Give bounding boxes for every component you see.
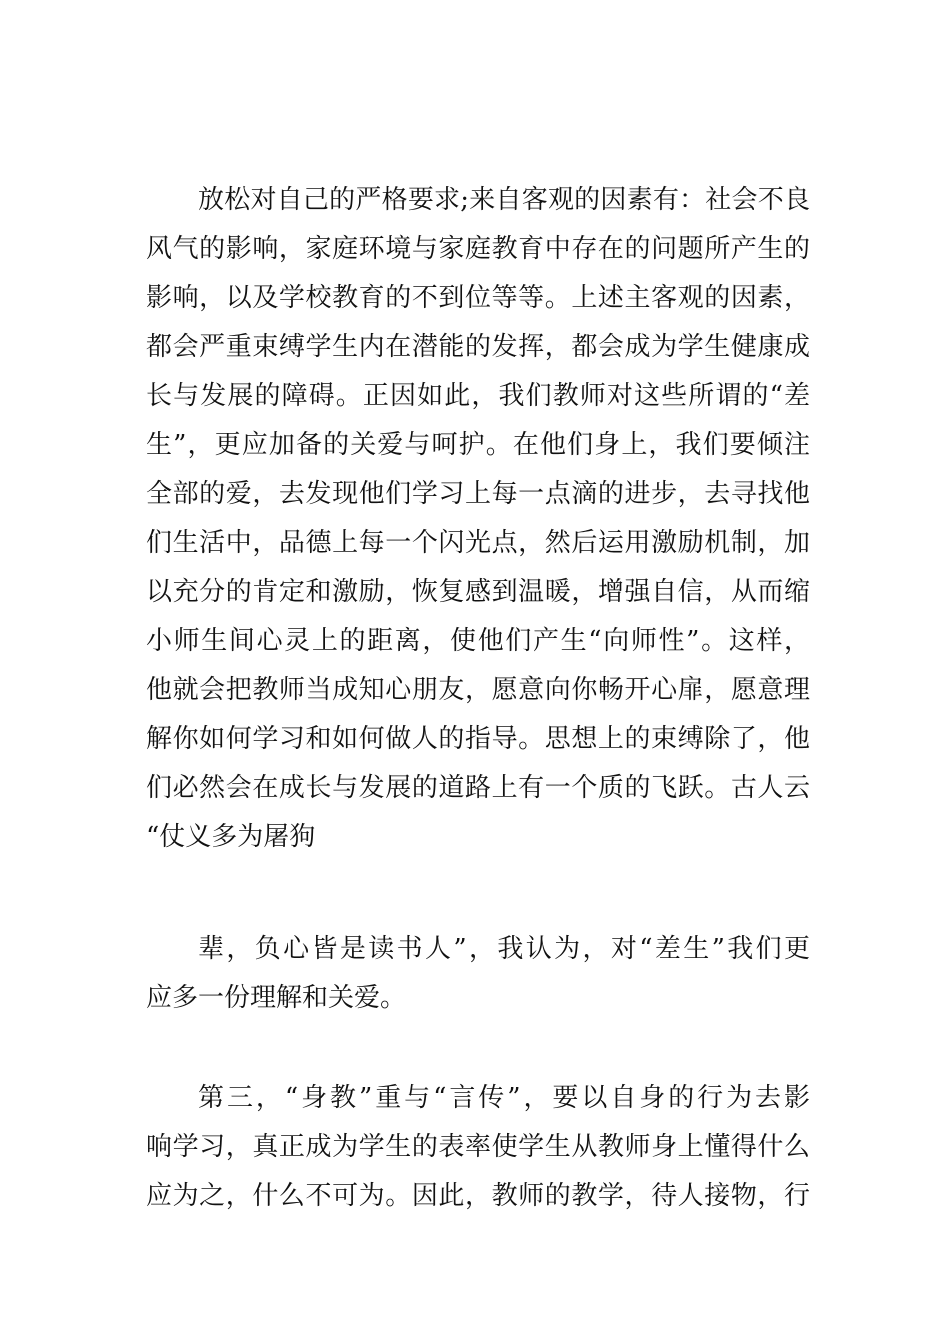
text-line: 小师生间心灵上的距离，使他们产生“向师性”。这样， [146,626,810,656]
text-line: 应为之，什么不可为。因此，教师的教学，待人接物，行 [146,1181,810,1211]
text-line: 解你如何学习和如何做人的指导。思想上的束缚除了，他 [146,724,810,754]
text-line: 放松对自己的严格要求;来自客观的因素有：社会不良 [198,185,810,215]
paragraph-2 [146,925,810,1023]
paragraph-3 [146,1074,810,1221]
text-line: 辈，负心皆是读书人”，我认为，对“差生”我们更 [198,934,810,964]
text-line: 以充分的肯定和激励，恢复感到温暖，增强自信，从而缩 [146,577,810,607]
text-line: 们必然会在成长与发展的道路上有一个质的飞跃。古人云 [146,773,810,803]
text-line: 应多一份理解和关爱。 [146,983,407,1013]
text-line: 第三，“身教”重与“言传”，要以自身的行为去影 [198,1083,810,1113]
text-line: 响学习，真正成为学生的表率使学生从教师身上懂得什么 [146,1132,810,1162]
text-line: 都会严重束缚学生内在潜能的发挥，都会成为学生健康成 [146,332,810,362]
text-line: “仗义多为屠狗 [146,822,316,852]
text-line: 长与发展的障碍。正因如此，我们教师对这些所谓的“差 [146,381,810,411]
text-line: 他就会把教师当成知心朋友，愿意向你畅开心扉，愿意理 [146,675,810,705]
text-line: 风气的影响，家庭环境与家庭教育中存在的问题所产生的 [146,234,810,264]
text-line: 全部的爱，去发现他们学习上每一点滴的进步，去寻找他 [146,479,810,509]
text-line: 生”，更应加备的关爱与呵护。在他们身上，我们要倾注 [146,430,810,460]
text-line: 影响，以及学校教育的不到位等等。上述主客观的因素， [146,283,810,313]
text-line: 们生活中，品德上每一个闪光点，然后运用激励机制，加 [146,528,810,558]
paragraph-1 [146,176,810,862]
